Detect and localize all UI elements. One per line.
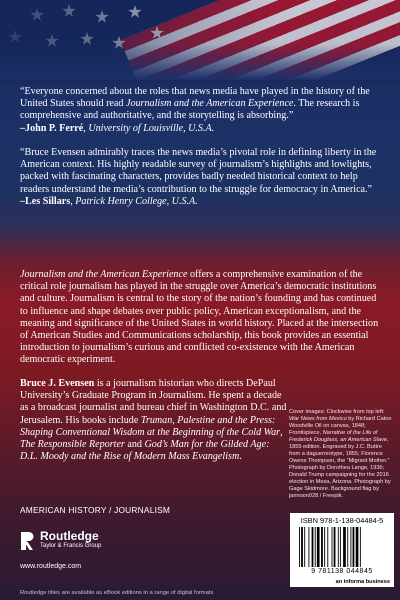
subject-category: AMERICAN HISTORY / JOURNALISM	[20, 505, 171, 515]
barcode-bar	[334, 527, 336, 567]
barcode-bar	[360, 527, 361, 567]
author-name: Bruce J. Evensen	[20, 378, 95, 389]
barcode-bar	[338, 527, 339, 567]
barcode-bar	[332, 527, 333, 567]
quote-text: “Everyone concerned about the roles that news media have played in the history of the United States should read Journalism and the American Experience. The research is comprehensive and authoritative, and the storytelling is absorbing.”	[20, 86, 370, 122]
book-title: Journalism and the American Experience	[125, 98, 294, 110]
book-description: Journalism and the American Experience offers a comprehensive examination of the critical role journalism has played in the struggle over America’s democratic institutions and culture. Journalism is central to the story of the nation’s founding and has continued to influence and shape debates over public policy, American exceptionalism, and the meaning and significance of the United States in world history. Placed at the intersection of American Studies and Communications scholarship, this book provides an essential introduction to journalism’s curious and conflicted co-existence with the American democratic experiment.	[20, 269, 379, 366]
barcode-bar	[304, 527, 305, 567]
barcode-bar	[343, 527, 346, 567]
publisher-name: Routledge	[40, 529, 99, 543]
barcode-bar	[327, 527, 328, 567]
author-bio: Bruce J. Evensen is a journalism historian who directs DePaul University’s Graduate Program in Journalism. He spent a decade as a broadcast journalist and bureau chief in Washington D.C. and Jerusalem. His books include Truman, Palestine and the Press: Shaping Conventional Wisdom at the Beginning of the Cold War, The Responsible Reporter and God’s Man for the Gilded Age: D.L. Moody and the Rise of Modern Mass Evangelism.	[20, 378, 287, 463]
book-title: Journalism and the American Experience	[20, 269, 188, 280]
review-quote-ferre	[20, 86, 382, 135]
isbn-number: ISBN 978-1-138-04484-5	[300, 516, 384, 525]
barcode-bar	[312, 527, 314, 567]
flag-shade	[0, 0, 400, 80]
barcode-bar	[350, 527, 351, 567]
barcode-bar	[299, 527, 300, 567]
barcode-bar	[315, 527, 316, 567]
barcode-bar	[347, 527, 348, 567]
ebook-note: Routledge titles are available as eBook editions in a range of digital formats	[0, 587, 400, 600]
barcode-bar	[321, 527, 323, 567]
quote-attribution: –Les Sillars, Patrick Henry College, U.S.A.	[20, 195, 198, 207]
barcode-bar	[356, 527, 359, 567]
barcode	[298, 527, 386, 567]
publisher-logo	[20, 530, 110, 552]
review-quote-sillars	[20, 147, 382, 208]
barcode-bar	[301, 527, 303, 567]
cover-image-credits: Cover images: Clockwise from top left: War News from Mexico by Richard Caton Woodville Oil on canvas, 1848; Frontispiece, Narrative of the Life of Frederick Douglass, an American Slave, 1855 edition. Engraved by J.C. Buttre from a daguerreotype, 1855; Florence Owens Thompson, the “Migrant Mother.” Photograph by Dorothea Lange, 1936; Donald Trump campaigning for the 2016 election in Mesa, Arizona. Photograph by Gage Skidmore. Background flag by jannoon028 / Freepik.	[289, 409, 392, 499]
barcode-bar	[340, 527, 341, 567]
quote-text: “Bruce Evensen admirably traces the news media’s pivotal role in defining liberty in the American context. His highly readable survey of journalism’s highlights and lowlights, packed with fascinating characters, provides badly needed historical context to help readers understand the media’s contribution to the struggle for democracy in America.”	[20, 147, 377, 195]
quote-attribution: –John P. Ferré, University of Louisville, U.S.A.	[20, 122, 215, 134]
informa-tagline: an informa business	[335, 579, 390, 585]
barcode-bar	[317, 527, 320, 567]
publisher-url: www.routledge.com	[20, 563, 82, 570]
publisher-group: Taylor & Francis Group	[40, 543, 102, 549]
barcode-digits: 9 781138 044845	[311, 568, 373, 575]
isbn-barcode-block	[290, 513, 394, 589]
barcode-bar	[324, 527, 325, 567]
barcode-bar	[353, 527, 355, 567]
flag-image	[0, 0, 400, 80]
routledge-logo-icon	[20, 531, 34, 551]
barcode-bar	[308, 527, 309, 567]
